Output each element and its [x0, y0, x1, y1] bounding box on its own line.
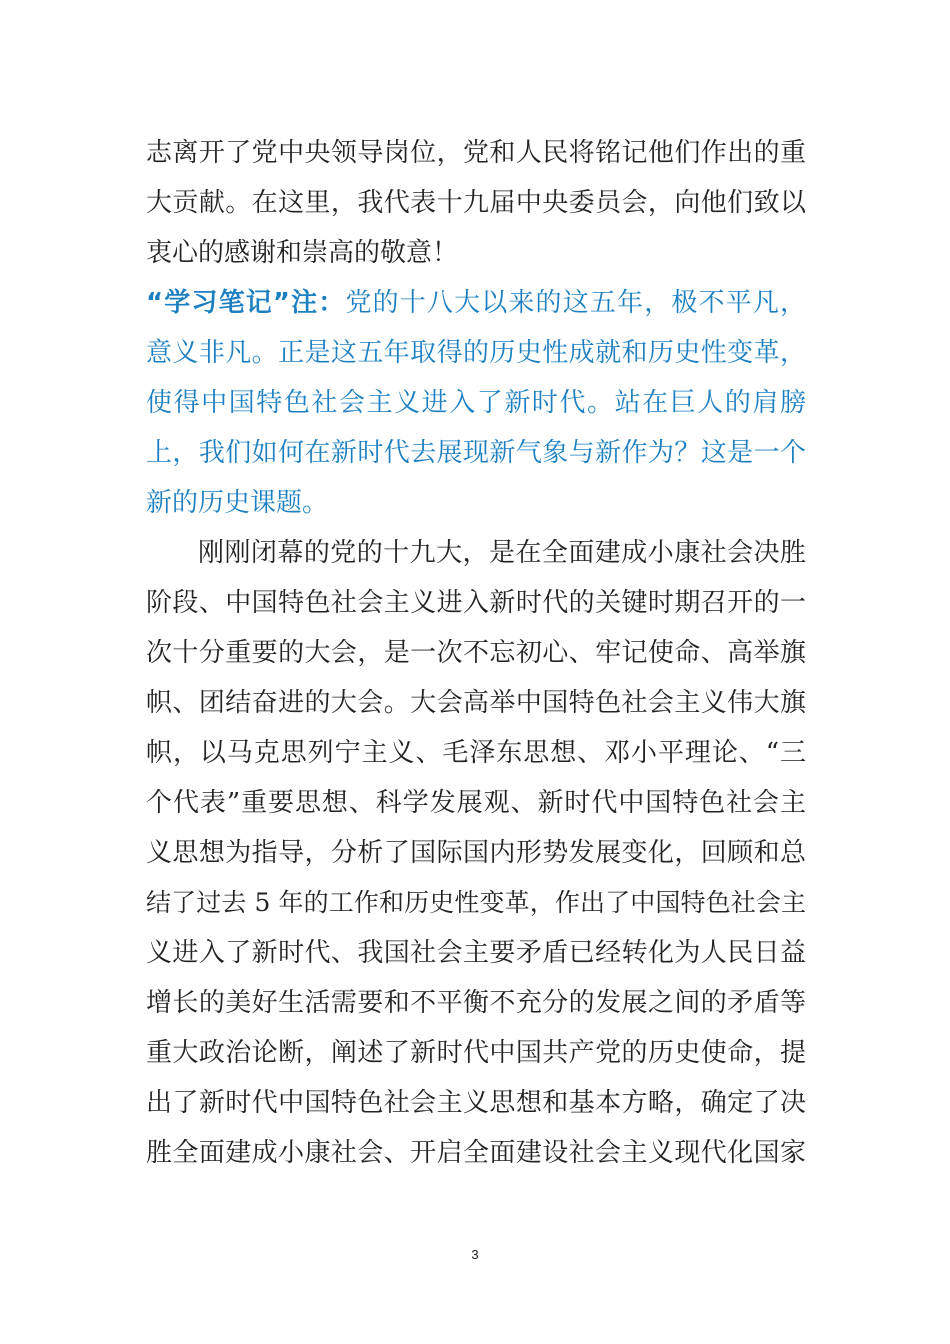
paragraph-2-line-5: 帜，以马克思列宁主义、毛泽东思想、邓小平理论、“三: [146, 738, 806, 768]
note-line-2: 意义非凡。正是这五年取得的历史性成就和历史性变革，: [146, 338, 806, 368]
note-line-5: 新的历史课题。: [146, 488, 329, 518]
paragraph-2-line-1: 刚刚闭幕的党的十九大，是在全面建成小康社会决胜: [198, 538, 806, 568]
paragraph-2-line-11: 重大政治论断，阐述了新时代中国共产党的历史使命，提: [146, 1038, 806, 1068]
note-line-1-text: 党的十八大以来的这五年，极不平凡，: [345, 288, 806, 318]
paragraph-2-line-12: 出了新时代中国特色社会主义思想和基本方略，确定了决: [146, 1088, 806, 1118]
paragraph-2-line-7: 义思想为指导，分析了国际国内形势发展变化，回顾和总: [146, 838, 806, 868]
paragraph-2-line-10: 增长的美好生活需要和不平衡不充分的发展之间的矛盾等: [146, 988, 806, 1018]
paragraph-1-line-1: 志离开了党中央领导岗位，党和人民将铭记他们作出的重: [146, 138, 806, 168]
note-line-1: [146, 278, 806, 328]
paragraph-2-line-4: 帜、团结奋进的大会。大会高举中国特色社会主义伟大旗: [146, 688, 806, 718]
paragraph-2-line-3: 次十分重要的大会，是一次不忘初心、牢记使命、高举旗: [146, 638, 806, 668]
paragraph-1-line-2: 大贡献。在这里，我代表十九届中央委员会，向他们致以: [146, 188, 806, 218]
paragraph-2-line-9: 义进入了新时代、我国社会主要矛盾已经转化为人民日益: [146, 938, 806, 968]
note-line-4: 上，我们如何在新时代去展现新气象与新作为？这是一个: [146, 438, 806, 468]
paragraph-2-line-8: 结了过去 5 年的工作和历史性变革，作出了中国特色社会主: [146, 888, 806, 917]
page-number: 3: [471, 1247, 479, 1262]
note-line-3: 使得中国特色社会主义进入了新时代。站在巨人的肩膀: [146, 388, 806, 418]
paragraph-2-line-13: 胜全面建成小康社会、开启全面建设社会主义现代化国家: [146, 1138, 806, 1168]
note-label: “学习笔记”注：: [146, 288, 346, 318]
paragraph-2-line-2: 阶段、中国特色社会主义进入新时代的关键时期召开的一: [146, 588, 806, 618]
paragraph-1-line-3: 衷心的感谢和崇高的敬意！: [146, 238, 459, 268]
paragraph-2-line-6: 个代表”重要思想、科学发展观、新时代中国特色社会主: [146, 788, 806, 818]
